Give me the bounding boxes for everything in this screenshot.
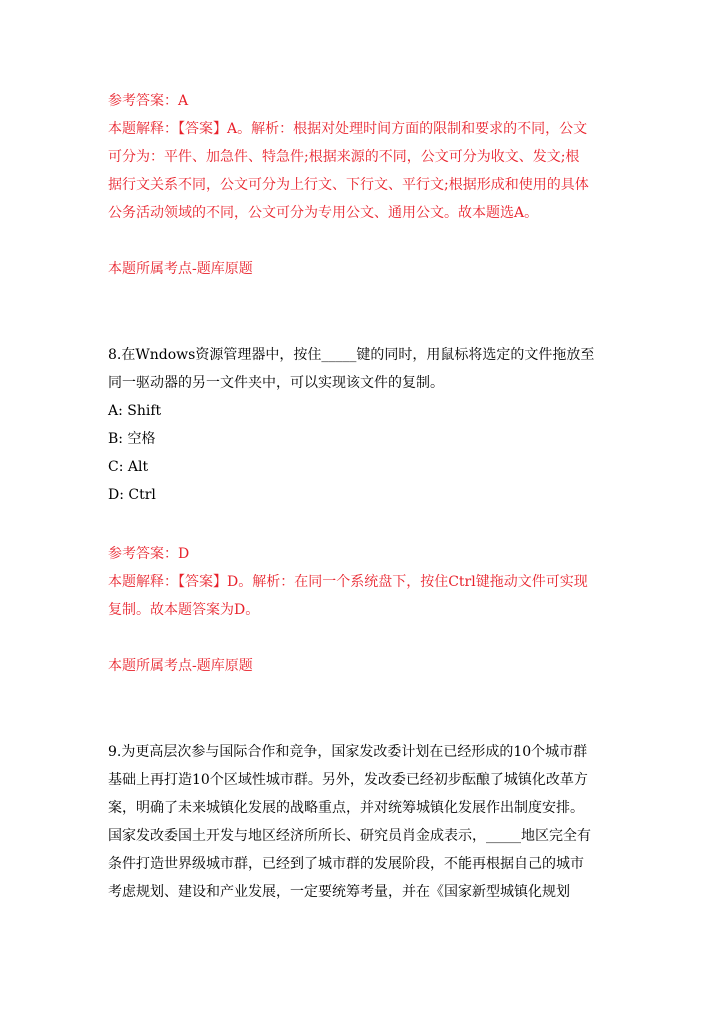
answer-line: 参考答案：A	[108, 93, 189, 109]
question-stem-line: 案，明确了未来城镇化发展的战略重点，并对统筹城镇化发展作出制度安排。	[108, 800, 584, 816]
q8-point-block	[108, 652, 618, 680]
exam-point-line: 本题所属考点-题库原题	[108, 261, 253, 277]
option-d: D: Ctrl	[108, 487, 156, 503]
answer-line: 参考答案：D	[108, 546, 190, 562]
question-stem-line: 基础上再打造10个区域性城市群。另外，发改委已经初步酝酿了城镇化改革方	[108, 772, 588, 788]
explanation-line: 本题解释：【答案】A。解析：根据对处理时间方面的限制和要求的不同，公文	[108, 121, 588, 137]
question-stem-line: 9.为更高层次参与国际合作和竞争，国家发改委计划在已经形成的10个城市群	[108, 744, 588, 760]
question-9	[108, 738, 618, 906]
question-stem-line: 条件打造世界级城市群，已经到了城市群的发展阶段，不能再根据自己的城市	[108, 856, 584, 872]
q7-answer-block	[108, 87, 618, 227]
q8-answer-block	[108, 540, 618, 624]
q7-point-block	[108, 255, 618, 283]
question-stem-line: 8.在Wndows资源管理器中，按住_____键的同时，用鼠标将选定的文件拖放至	[108, 347, 595, 363]
question-8	[108, 341, 618, 509]
option-b: B: 空格	[108, 431, 156, 447]
explanation-line: 公务活动领域的不同，公文可分为专用公文、通用公文。故本题选A。	[108, 205, 539, 221]
explanation-line: 本题解释：【答案】D。解析：在同一个系统盘下，按住Ctrl键拖动文件可实现	[108, 574, 588, 590]
exam-point-line: 本题所属考点-题库原题	[108, 658, 253, 674]
explanation-line: 复制。故本题答案为D。	[108, 602, 260, 618]
option-a: A: Shift	[108, 403, 162, 419]
question-stem-line: 国家发改委国土开发与地区经济所所长、研究员肖金成表示，_____地区完全有	[108, 828, 591, 844]
option-c: C: Alt	[108, 459, 149, 475]
question-stem-line: 考虑规划、建设和产业发展，一定要统筹考量，并在《国家新型城镇化规划	[108, 884, 570, 900]
explanation-line: 可分为：平件、加急件、特急件;根据来源的不同，公文可分为收文、发文;根	[108, 149, 580, 165]
explanation-line: 据行文关系不同，公文可分为上行文、下行文、平行文;根据形成和使用的具体	[108, 177, 589, 193]
question-stem-line: 同一驱动器的另一文件夹中，可以实现该文件的复制。	[108, 375, 444, 391]
